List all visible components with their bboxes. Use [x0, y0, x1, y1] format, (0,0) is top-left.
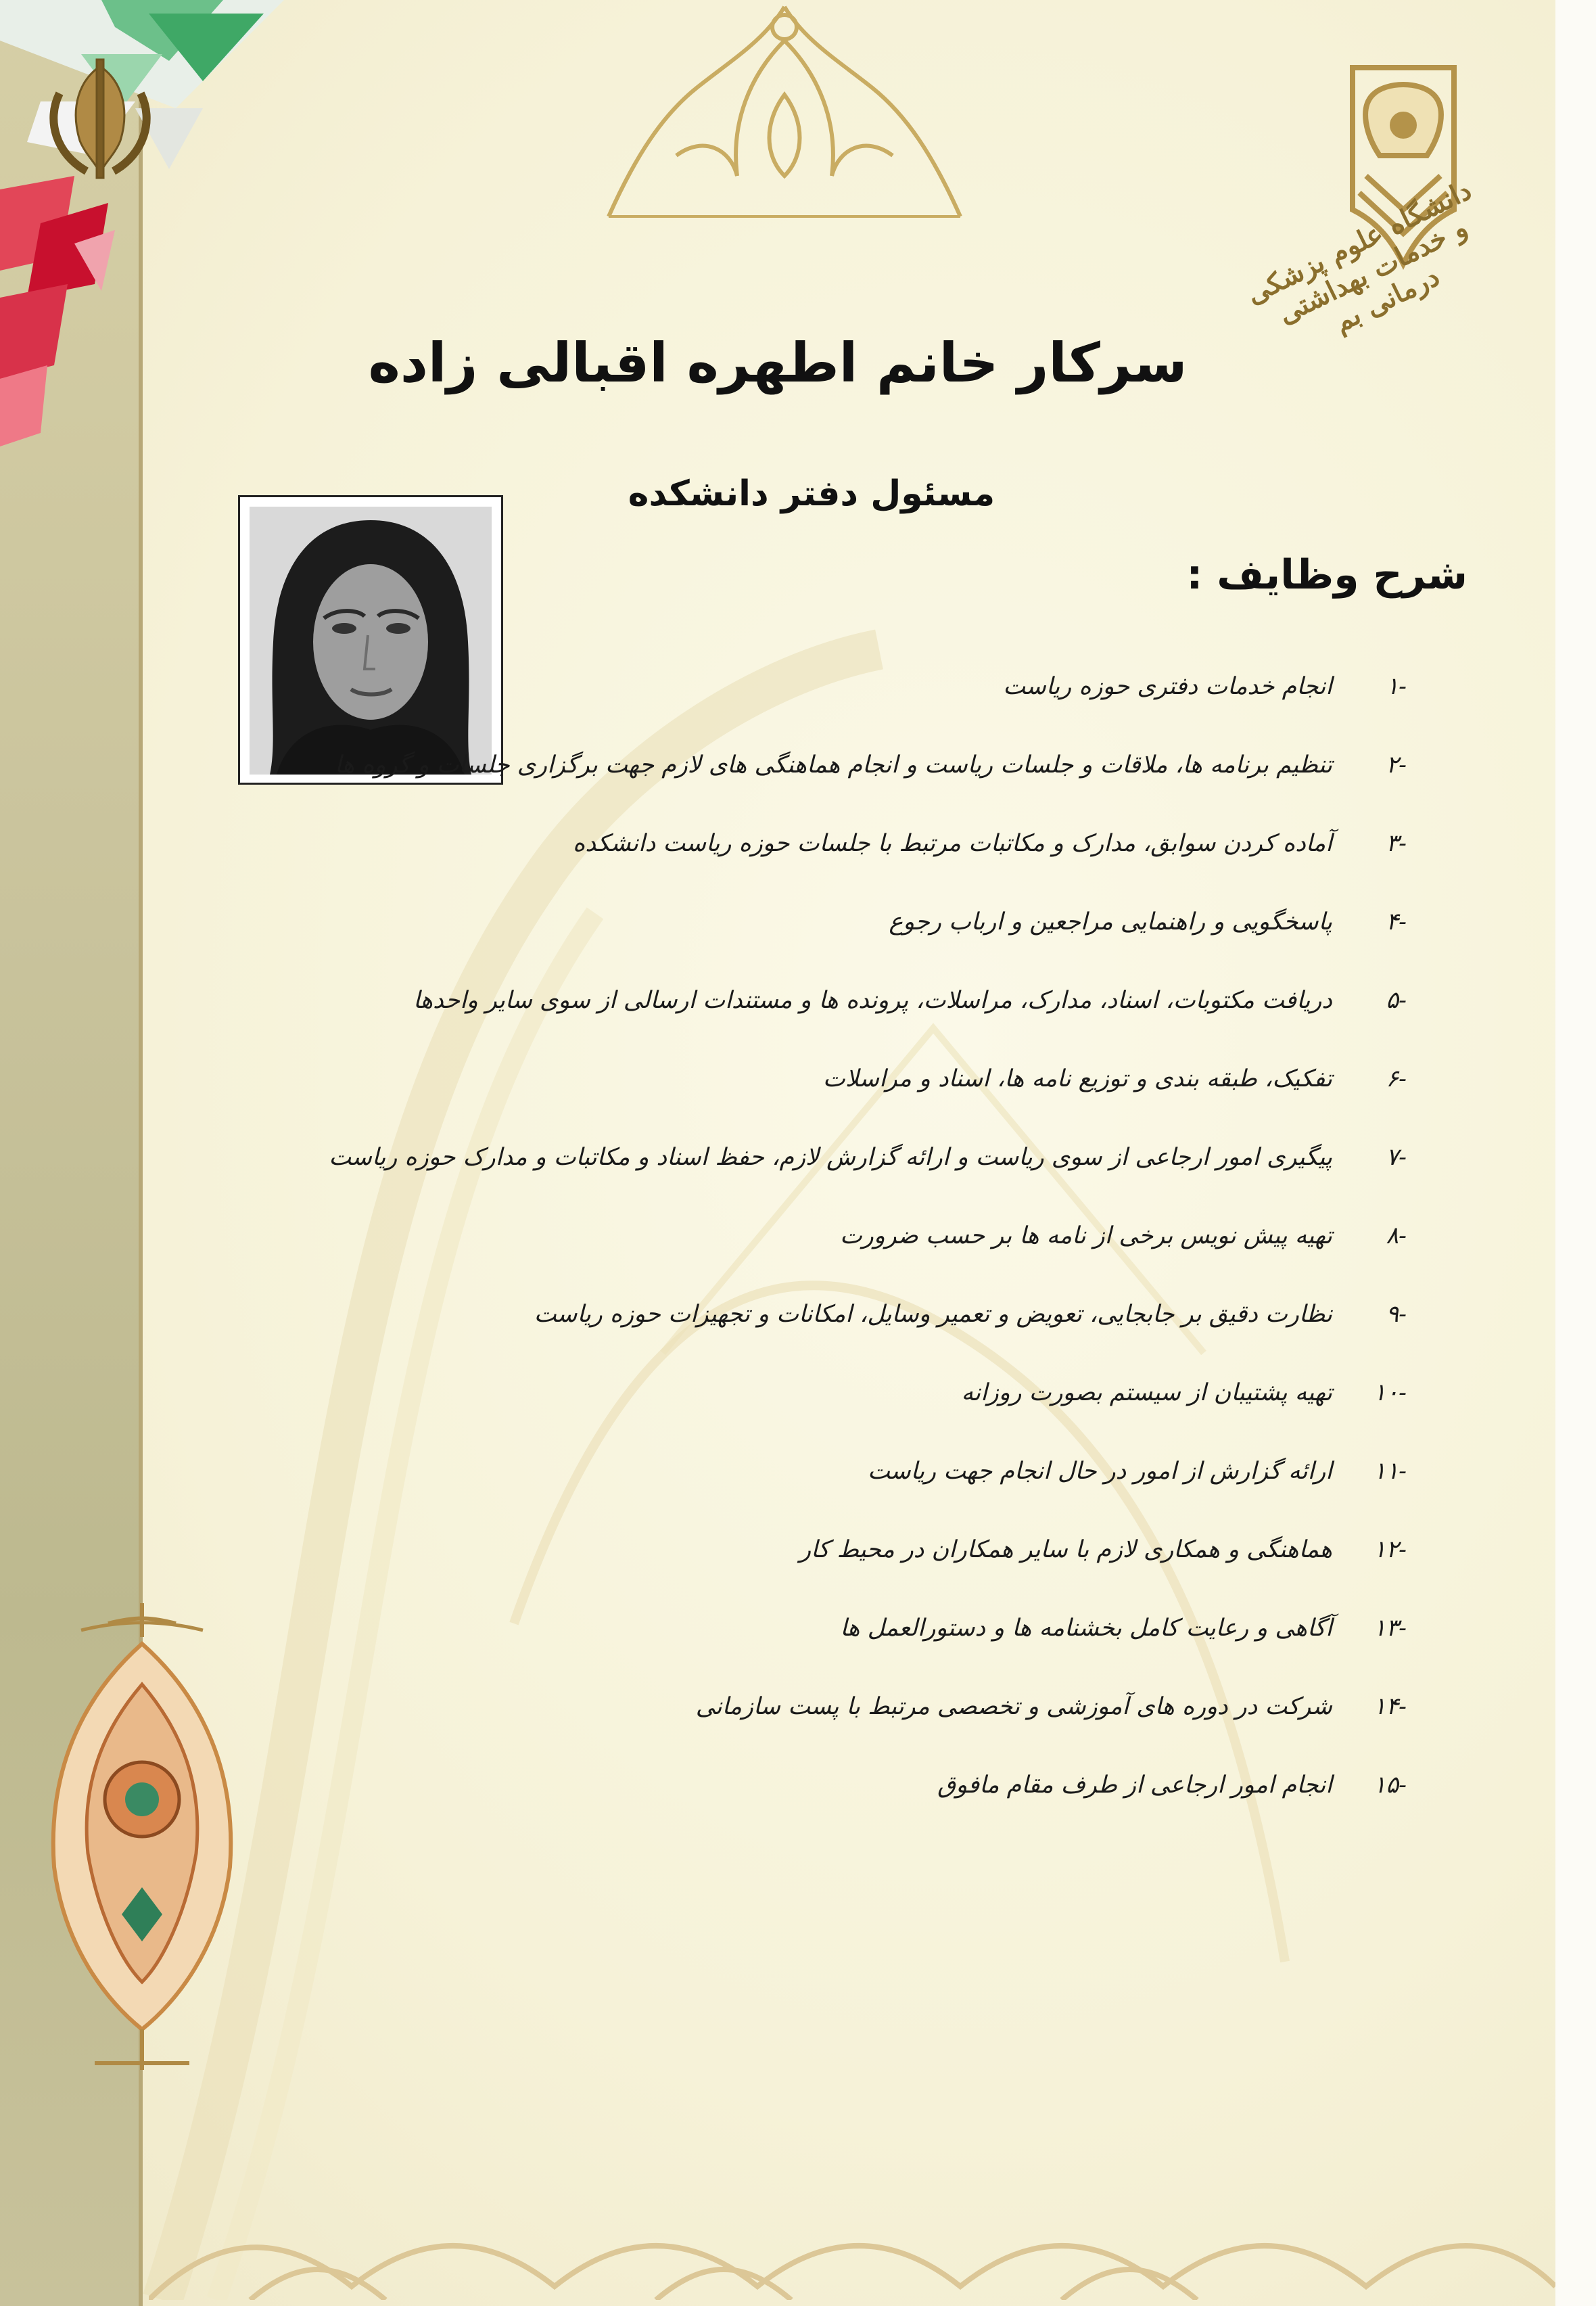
item-number: -۷ [1386, 1144, 1407, 1171]
item-number: -۱۱ [1373, 1458, 1407, 1485]
item-number: -۱ [1386, 673, 1407, 700]
item-text: آگاهی و رعایت کامل بخشنامه ها و دستورالعمل ها [840, 1615, 1332, 1642]
item-text: تهیه پشتیبان از سیستم بصورت روزانه [961, 1379, 1332, 1406]
list-item [189, 1301, 1407, 1379]
item-number: -۵ [1386, 987, 1407, 1014]
item-text: ارائه گزارش از امور در حال انجام جهت ریاست [867, 1458, 1332, 1485]
duties-list [189, 673, 1407, 1850]
item-text: هماهنگی و همکاری لازم با سایر همکاران در محیط کار [799, 1536, 1332, 1563]
list-item [189, 908, 1407, 987]
list-item [189, 1065, 1407, 1144]
item-number: -۶ [1386, 1065, 1407, 1092]
item-number: -۱۴ [1373, 1693, 1407, 1720]
item-text: انجام خدمات دفتری حوزه ریاست [1003, 673, 1332, 700]
item-number: -۱۵ [1373, 1772, 1407, 1799]
item-text: نظارت دقیق بر جابجایی، تعویض و تعمیر وسایل، امکانات و تجهیزات حوزه ریاست [534, 1301, 1332, 1328]
item-number: -۴ [1386, 908, 1407, 936]
national-emblem-icon [32, 53, 168, 188]
list-item [189, 673, 1407, 752]
item-number: -۳ [1386, 830, 1407, 857]
item-number: -۱۳ [1373, 1615, 1407, 1642]
list-item [189, 1615, 1407, 1693]
item-number: -۱۰ [1373, 1379, 1407, 1406]
item-number: -۹ [1386, 1301, 1407, 1328]
position-title: مسئول دفتر دانشکده [628, 474, 995, 514]
item-text: انجام امور ارجاعی از طرف مقام مافوق [937, 1772, 1332, 1799]
item-text: تنظیم برنامه ها، ملاقات و جلسات ریاست و انجام هماهنگی های لازم جهت برگزاری جلسات و گروه ها [334, 752, 1332, 779]
list-item [189, 1772, 1407, 1850]
page-title: سرکار خانم اطهره اقبالی زاده [368, 331, 1188, 394]
list-item [189, 1458, 1407, 1536]
list-item [189, 1693, 1407, 1772]
item-text: پیگیری امور ارجاعی از سوی ریاست و ارائه گزارش لازم، حفظ اسناد و مکاتبات و مدارک حوزه ریاست [329, 1144, 1332, 1171]
top-arabesque-ornament [595, 0, 974, 223]
bottom-arabesque-border [149, 2151, 1555, 2300]
list-item [189, 1379, 1407, 1458]
list-item [189, 1144, 1407, 1222]
item-text: تهیه پیش نویس برخی از نامه ها بر حسب ضرورت [839, 1222, 1332, 1249]
item-number: -۸ [1386, 1222, 1407, 1249]
item-number: -۱۲ [1373, 1536, 1407, 1563]
item-text: تفکیک، طبقه بندی و توزیع نامه ها، اسناد و مراسلات [822, 1065, 1332, 1092]
item-text: آماده کردن سوابق، مدارک و مکاتبات مرتبط با جلسات حوزه ریاست دانشکده [572, 830, 1332, 857]
list-item [189, 987, 1407, 1065]
duties-heading: شرح وظایف : [1186, 551, 1468, 599]
list-item [189, 1222, 1407, 1301]
list-item [189, 830, 1407, 908]
item-text: شرکت در دوره های آموزشی و تخصصی مرتبط با پست سازمانی [695, 1693, 1332, 1720]
item-text: پاسخگویی و راهنمایی مراجعین و ارباب رجوع [889, 908, 1332, 936]
list-item [189, 752, 1407, 830]
list-item [189, 1536, 1407, 1615]
scan-margin [1555, 0, 1596, 2306]
university-name: دانشگاه علوم پزشکی و خدمات بهداشتی درمانی بم [1241, 174, 1477, 339]
item-text: دریافت مکتوبات، اسناد، مدارک، مراسلات، پرونده ها و مستندات ارسالی از سوی سایر واحدها [413, 987, 1332, 1014]
item-number: -۲ [1386, 752, 1407, 779]
